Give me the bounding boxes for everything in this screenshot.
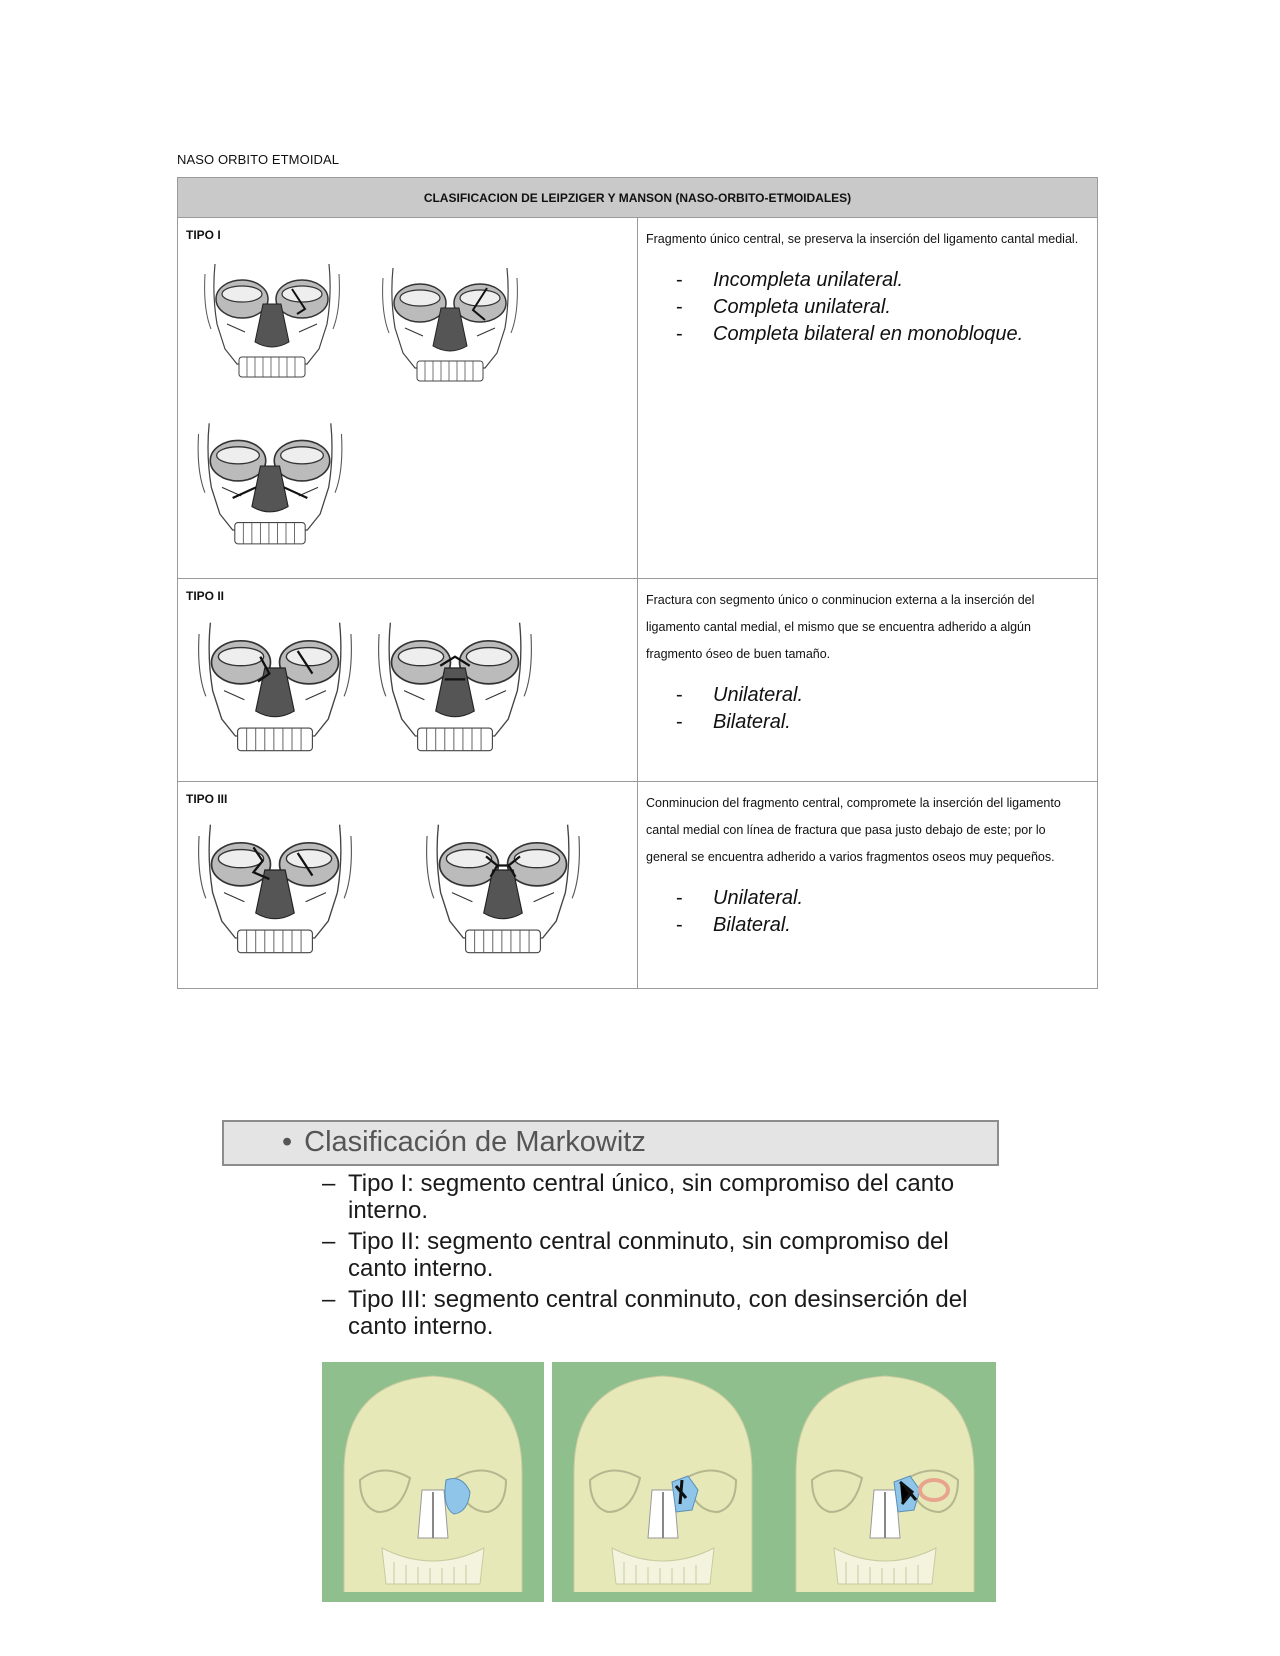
- tipo-3-skull-image-2: [418, 812, 588, 962]
- tipo-2-skull-image-2: [370, 610, 540, 760]
- tipo-2-label: TIPO II: [186, 589, 225, 603]
- list-item: - Completa unilateral.: [676, 294, 1097, 321]
- tipo-1-skull-image-1: [197, 254, 347, 384]
- tipo-1-skull-image-2: [375, 258, 525, 388]
- slide-title-bar: [222, 1120, 999, 1166]
- markowitz-list: [322, 1170, 972, 1344]
- tipo-2-text-cell: [638, 579, 1098, 782]
- document-heading: NASO ORBITO ETMOIDAL: [177, 152, 340, 167]
- tipo-1-label: TIPO I: [186, 228, 221, 242]
- tipo-2-skull-image-1: [190, 610, 360, 760]
- tipo-2-list: [638, 682, 1097, 736]
- slide-title-text: Clasificación de Markowitz: [304, 1126, 646, 1158]
- bullet-icon: •: [282, 1126, 293, 1158]
- tipo-3-skull-image-1: [190, 812, 360, 962]
- table-header: CLASIFICACION DE LEIPZIGER Y MANSON (NASO-ORBITO-ETMOIDALES): [178, 178, 1098, 218]
- tipo-3-description: Conminucion del fragmento central, compromete la inserción del ligamento cantal medial con línea de fractura que pasa justo debajo de este; por lo general se encuentra adherido a varios fragmentos oseos muy pequeños.: [646, 796, 1061, 864]
- list-item: - Completa bilateral en monobloque.: [676, 321, 1097, 348]
- tipo-1-description: Fragmento único central, se preserva la inserción del ligamento cantal medial.: [646, 232, 1079, 246]
- list-item: – Tipo II: segmento central conminuto, sin compromiso del canto interno.: [322, 1228, 972, 1282]
- tipo-3-label: TIPO III: [186, 792, 228, 806]
- slide-title: [282, 1126, 646, 1159]
- list-item: - Unilateral.: [676, 682, 1097, 709]
- tipo-1-skull-image-3: [190, 412, 350, 552]
- tipo-1-text-cell: [638, 218, 1098, 579]
- list-item: - Bilateral.: [676, 912, 1097, 939]
- tipo-2-description: Fractura con segmento único o conminucion externa a la inserción del ligamento cantal medial, el mismo que se encuentra adherido a algún fragmento óseo de buen tamaño.: [646, 593, 1035, 661]
- list-item: - Incompleta unilateral.: [676, 267, 1097, 294]
- list-item: - Unilateral.: [676, 885, 1097, 912]
- markowitz-tipo-2-image: [552, 1362, 774, 1602]
- markowitz-tipo-1-image: [322, 1362, 544, 1602]
- list-item: – Tipo III: segmento central conminuto, con desinserción del canto interno.: [322, 1286, 972, 1340]
- list-item: – Tipo I: segmento central único, sin compromiso del canto interno.: [322, 1170, 972, 1224]
- list-item: - Bilateral.: [676, 709, 1097, 736]
- tipo-3-list: [638, 885, 1097, 939]
- tipo-3-text-cell: [638, 782, 1098, 989]
- tipo-1-list: [638, 267, 1097, 348]
- markowitz-tipo-3-image: [774, 1362, 996, 1602]
